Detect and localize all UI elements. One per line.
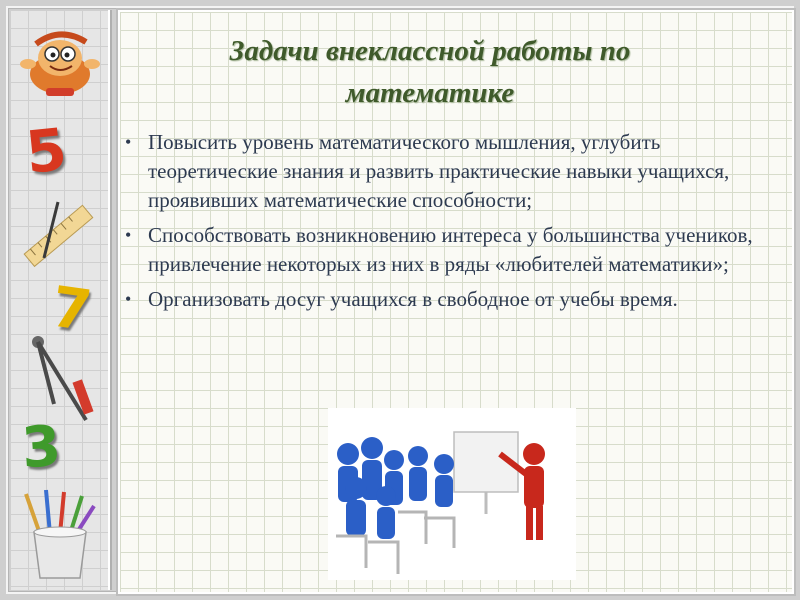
digit-5-decoration: 5	[22, 115, 70, 187]
bullet-item	[120, 221, 760, 279]
bullet-dot: •	[125, 225, 132, 245]
bullet-item	[120, 128, 760, 215]
digit-7-decoration: 7	[47, 274, 96, 345]
bullet-text: Повысить уровень математического мышления, углубить теоретические знания и развить практические навыки учащихся, проявивших математические способности;	[148, 130, 730, 212]
cartoon-character-icon	[16, 24, 102, 102]
bullet-item	[120, 285, 760, 314]
ruler-pencil-icon	[14, 192, 104, 284]
teacher-presentation-illustration	[328, 408, 576, 580]
bullet-list	[120, 128, 760, 320]
digit-3-decoration: 3	[19, 413, 64, 482]
bullet-dot: •	[125, 132, 132, 152]
pencil-cup-icon	[20, 488, 100, 584]
bullet-text: Способствовать возникновению интереса у большинства учеников, привлечение некоторых из них в ряды «любителей математики»;	[148, 223, 753, 276]
left-decoration-strip	[10, 10, 110, 590]
bullet-dot: •	[125, 289, 132, 309]
compass-icon	[24, 328, 106, 428]
bullet-text: Организовать досуг учащихся в свободное от учебы время.	[148, 287, 678, 311]
slide-title: Задачи внеклассной работы по математике	[229, 35, 631, 109]
